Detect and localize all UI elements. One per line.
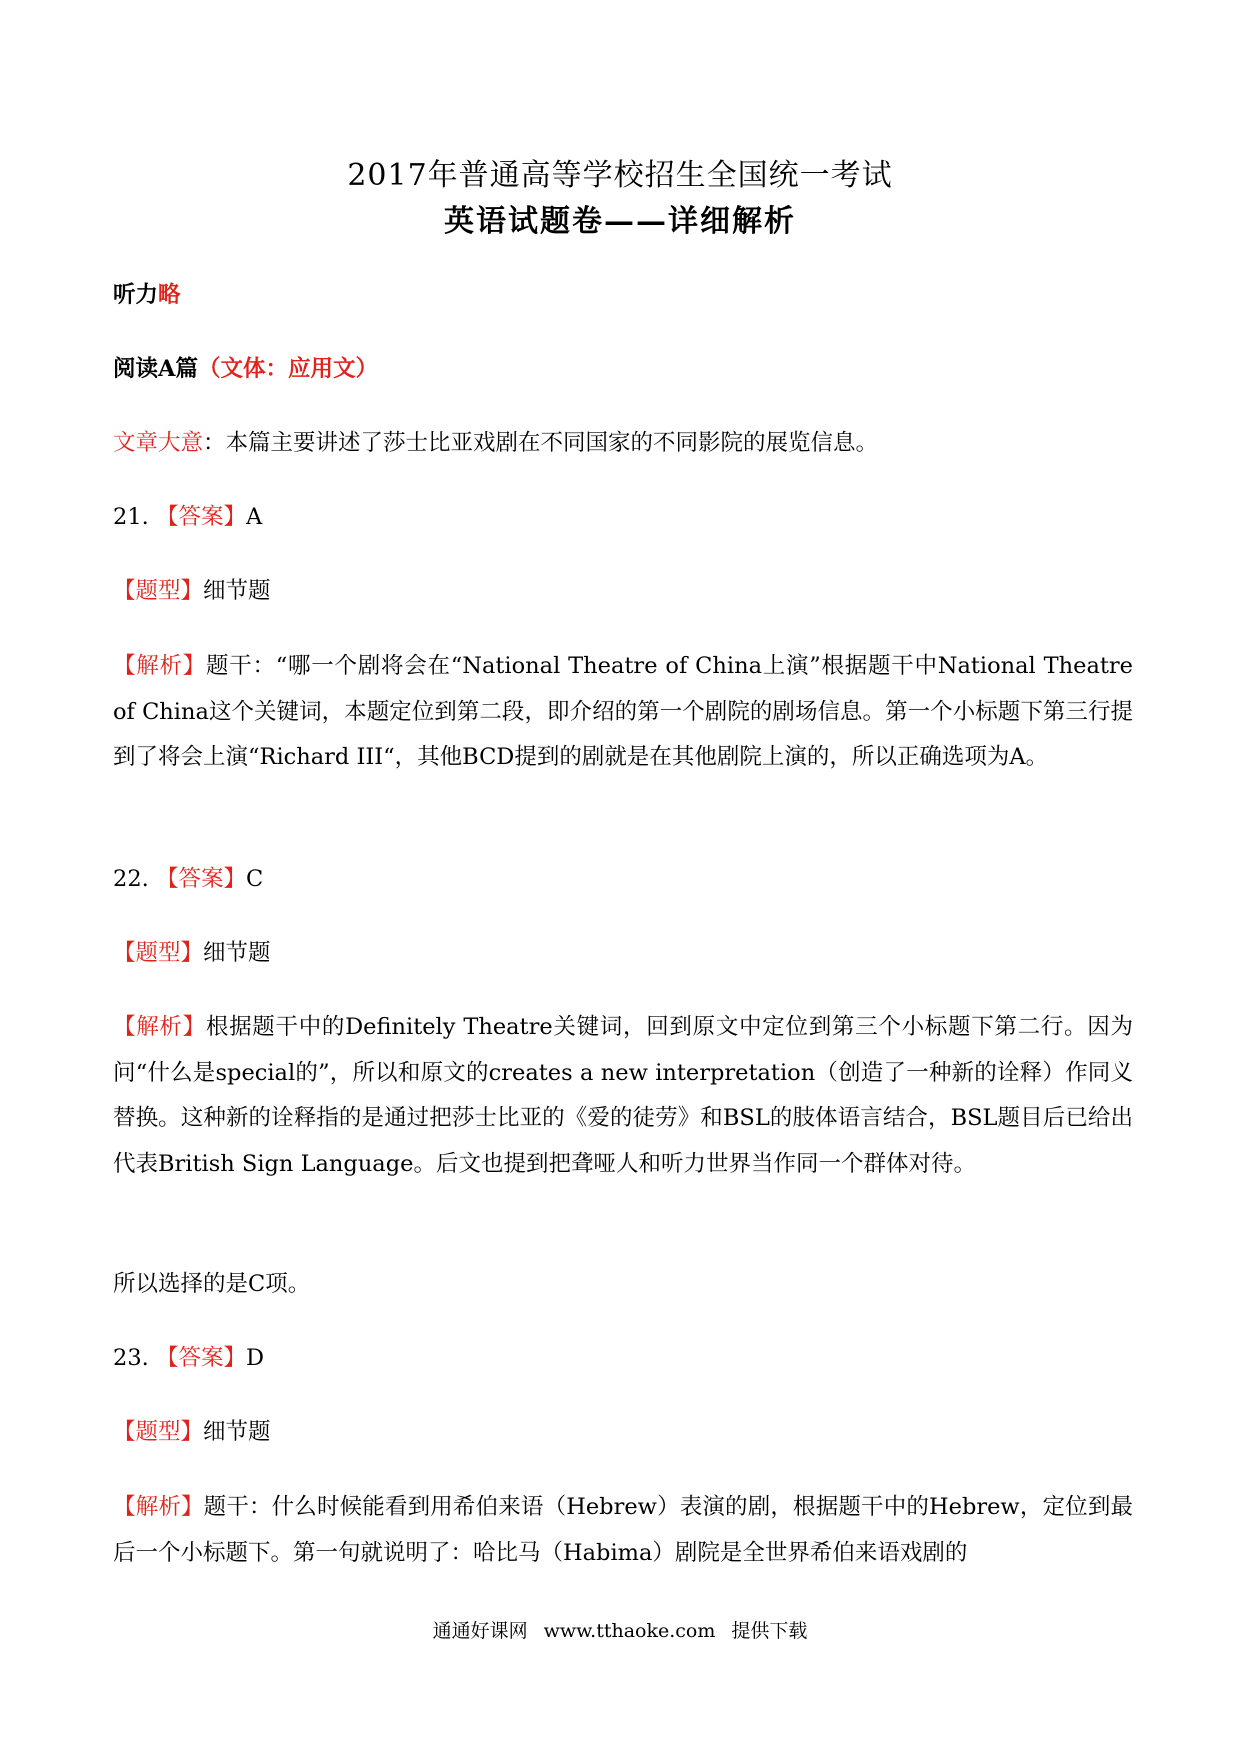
question-number: 22. (113, 866, 149, 892)
listening-section (113, 272, 1133, 318)
listening-label: 听力 (113, 282, 159, 308)
question-22-answer (113, 856, 1133, 902)
analysis-text: 题干：什么时候能看到用希伯来语（Hebrew）表演的剧，根据题干中的Hebrew，定位到最后一个小标题下。第一句就说明了：哈比马（Habima）剧院是全世界希伯来语戏剧的 (113, 1494, 1133, 1566)
type-label: 【题型】 (113, 578, 204, 604)
question-number: 21. (113, 504, 149, 530)
footer-note: 提供下载 (731, 1620, 808, 1642)
analysis-text: 根据题干中的Definitely Theatre关键词，回到原文中定位到第三个小标题下第二行。因为问“什么是special的”，所以和原文的creates a new interpretation（创造了一种新的诠释）作同义替换。这种新的诠释指的是通过把莎士比亚的《爱的徒劳》和BSL的肢体语言结合，BSL题目后已给出代表British Sign Language。后文也提到把聋哑人和听力世界当作同一个群体对待。 (113, 1014, 1133, 1177)
analysis-label: 【解析】 (113, 1014, 206, 1040)
reading-label: 阅读A篇 (113, 356, 198, 382)
reading-a-heading (113, 346, 1133, 392)
question-21-analysis (113, 644, 1133, 781)
question-number: 23. (113, 1345, 149, 1371)
answer-value: D (245, 1345, 265, 1371)
answer-value: A (245, 504, 263, 530)
type-label: 【题型】 (113, 940, 204, 966)
type-value: 细节题 (203, 940, 271, 966)
type-label: 【题型】 (113, 1419, 204, 1445)
summary-label: 文章大意 (113, 430, 204, 456)
answer-label: 【答案】 (155, 504, 246, 530)
question-22-type (113, 930, 1133, 976)
answer-label: 【答案】 (155, 1345, 246, 1371)
summary-text: ：本篇主要讲述了莎士比亚戏剧在不同国家的不同影院的展览信息。 (203, 430, 879, 456)
answer-value: C (245, 866, 264, 892)
type-value: 细节题 (203, 1419, 271, 1445)
question-22-analysis (113, 1005, 1133, 1187)
question-21-answer (113, 494, 1133, 540)
question-23-type (113, 1409, 1133, 1455)
analysis-text: 题干：“哪一个剧将会在“National Theatre of China上演”根据题干中National Theatre of China这个关键词，本题定位到第二段，即介绍的第一个剧院的剧场信息。第一个小标题下第三行提到了将会上演“Richard III“，其他BCD提到的剧就是在其他剧院上演的，所以正确选项为A。 (113, 653, 1133, 770)
question-23-analysis (113, 1485, 1133, 1576)
footer-url[interactable]: www.tthaoke.com (543, 1620, 716, 1642)
document-subtitle: 英语试题卷——详细解析 (444, 204, 796, 239)
footer-site-name: 通通好课网 (432, 1620, 528, 1642)
question-23-answer (113, 1335, 1133, 1381)
reading-style: （文体：应用文） (197, 356, 378, 382)
article-summary (113, 420, 1133, 466)
analysis-label: 【解析】 (113, 1494, 204, 1520)
answer-label: 【答案】 (155, 866, 246, 892)
listening-note: 略 (158, 282, 181, 308)
page-footer (0, 1616, 1240, 1643)
document-title: 2017年普通高等学校招生全国统一考试 (347, 158, 893, 193)
question-21-type (113, 568, 1133, 614)
type-value: 细节题 (203, 578, 271, 604)
analysis-label: 【解析】 (113, 653, 207, 679)
question-22-conclusion: 所以选择的是C项。 (113, 1271, 311, 1297)
